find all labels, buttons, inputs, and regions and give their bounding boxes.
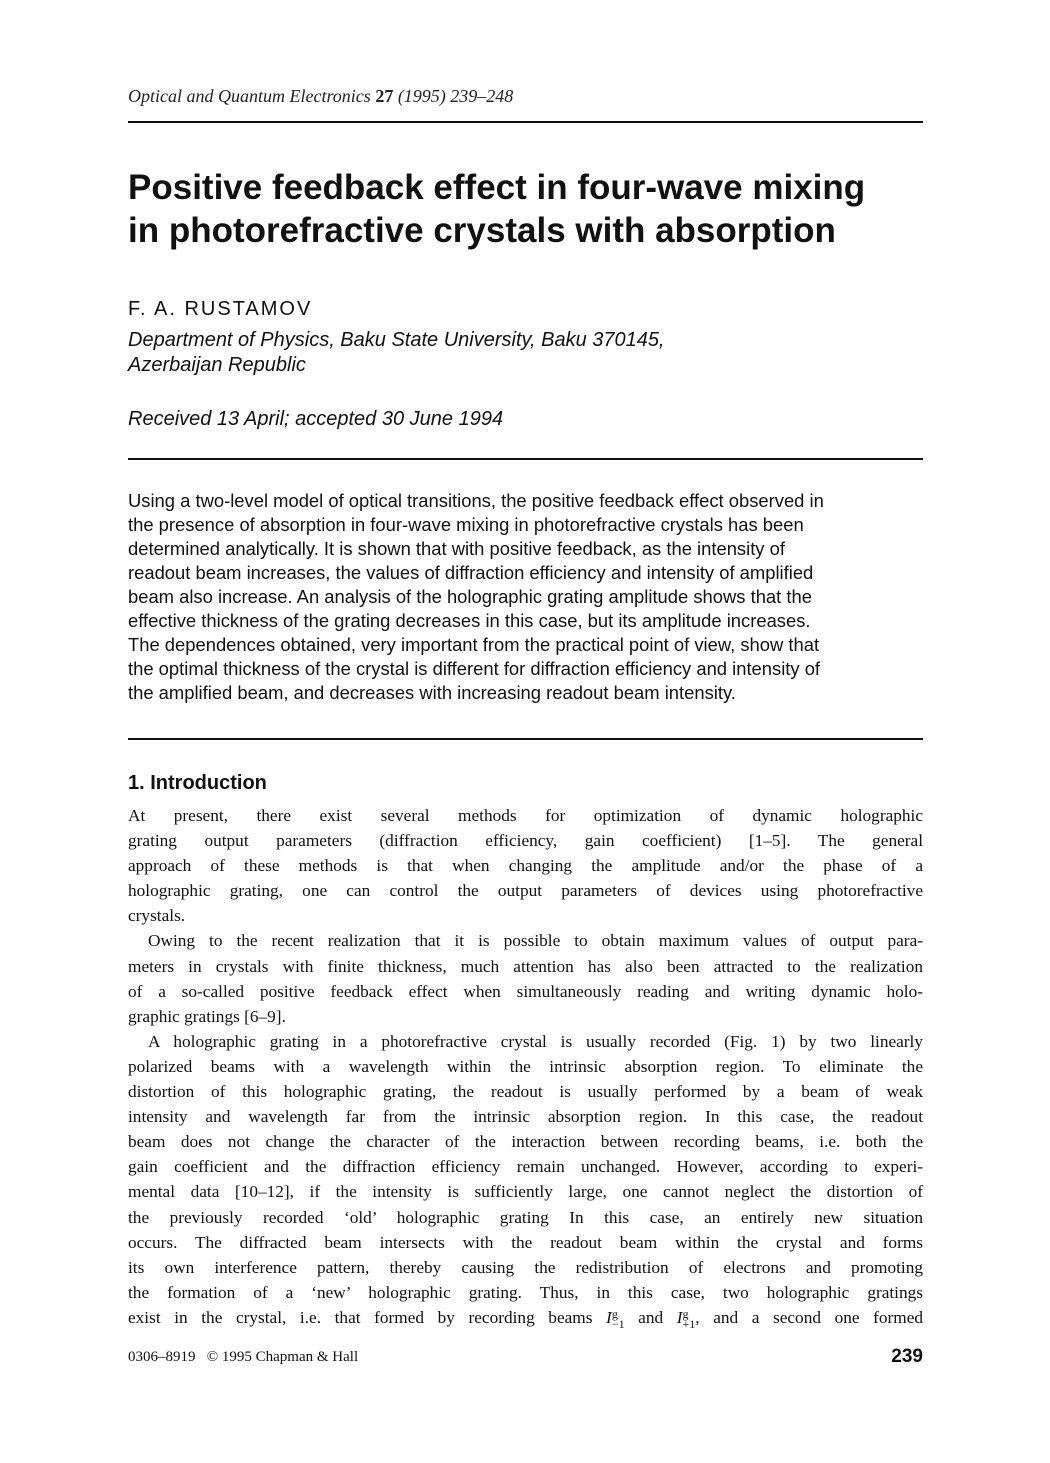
abstract-line: readout beam increases, the values of diffraction efficiency and intensity of amplified bbox=[128, 562, 814, 583]
author-affiliation bbox=[128, 328, 665, 378]
copyright-notice: © 1995 Chapman & Hall bbox=[206, 1349, 359, 1365]
abstract-top-rule bbox=[128, 458, 923, 460]
abstract-line: Using a two-level model of optical transitions, the positive feedback effect observed in bbox=[128, 490, 824, 511]
journal-year-pages: (1995) 239–248 bbox=[397, 86, 514, 106]
body-line: of a so-called positive feedback effect when simultaneously reading and writing dynamic holo- bbox=[128, 981, 923, 1001]
body-line: the previously recorded ‘old’ holographic grating In this case, an entirely new situation bbox=[128, 1207, 923, 1227]
superscript: g bbox=[611, 1306, 618, 1321]
title-line: in photorefractive crystals with absorption bbox=[128, 211, 836, 250]
section-heading: 1. Introduction bbox=[128, 772, 267, 794]
body-line: occurs. The diffracted beam intersects with the readout beam within the crystal and forms bbox=[128, 1232, 923, 1252]
body-text bbox=[128, 803, 923, 1330]
abstract-line: the optimal thickness of the crystal is different for diffraction efficiency and intensity of bbox=[128, 658, 821, 679]
author-name: F. A. RUSTAMOV bbox=[128, 298, 313, 320]
body-text-fragment: and bbox=[624, 1307, 677, 1327]
body-line: crystals. bbox=[128, 906, 186, 926]
subscript: −1 bbox=[611, 1316, 625, 1331]
body-line: grating output parameters (diffraction efficiency, gain coefficient) [1–5]. The general bbox=[128, 831, 923, 851]
body-line: gain coefficient and the diffraction efficiency remain unchanged. However, according to experi- bbox=[128, 1157, 923, 1177]
abstract-line: beam also increase. An analysis of the holographic grating amplitude shows that the bbox=[128, 586, 812, 607]
abstract bbox=[128, 489, 923, 705]
journal-header bbox=[128, 86, 513, 107]
journal-name: Optical and Quantum Electronics bbox=[128, 86, 371, 106]
body-text-fragment: exist in the crystal, i.e. that formed by recording beams bbox=[128, 1307, 607, 1327]
header-rule bbox=[128, 121, 923, 123]
paper-title bbox=[128, 166, 923, 252]
intensity-symbol: I bbox=[676, 1307, 683, 1327]
intensity-symbol: I bbox=[606, 1307, 612, 1327]
body-line: approach of these methods is that when changing the amplitude and/or the phase of a bbox=[128, 856, 923, 876]
affiliation-line: Azerbaijan Republic bbox=[128, 354, 306, 376]
body-line: mental data [10–12], if the intensity is sufficiently large, one cannot neglect the distortion of bbox=[128, 1182, 923, 1202]
superscript: g bbox=[682, 1306, 689, 1321]
body-line: polarized beams with a wavelength within the intrinsic absorption region. To eliminate the bbox=[128, 1056, 923, 1076]
body-line: distortion of this holographic grating, the readout is usually performed by a beam of weak bbox=[128, 1082, 923, 1102]
body-line: Owing to the recent realization that it is possible to obtain maximum values of output para- bbox=[148, 931, 923, 951]
body-text-fragment: , and a second one formed bbox=[695, 1307, 924, 1327]
issn-code: 0306–8919 bbox=[128, 1349, 196, 1365]
subscript: +1 bbox=[682, 1316, 696, 1331]
journal-volume: 27 bbox=[375, 86, 394, 106]
abstract-line: determined analytically. It is shown that with positive feedback, as the intensity of bbox=[128, 538, 785, 559]
received-dates: Received 13 April; accepted 30 June 1994 bbox=[128, 408, 504, 430]
footer-code bbox=[128, 1349, 358, 1366]
body-line: its own interference pattern, thereby causing the redistribution of electrons and promoting bbox=[128, 1257, 923, 1277]
body-line: beam does not change the character of the interaction between recording beams, i.e. both the bbox=[128, 1132, 923, 1152]
abstract-line: the amplified beam, and decreases with increasing readout beam intensity. bbox=[128, 682, 736, 703]
affiliation-line: Department of Physics, Baku State University, Baku 370145, bbox=[128, 329, 665, 351]
page-number: 239 bbox=[891, 1346, 923, 1367]
body-line: intensity and wavelength far from the intrinsic absorption region. In this case, the readout bbox=[128, 1107, 923, 1127]
body-line-with-math bbox=[128, 1305, 923, 1330]
body-line: graphic gratings [6–9]. bbox=[128, 1006, 286, 1026]
body-line: the formation of a ‘new’ holographic grating. Thus, in this case, two holographic gratings bbox=[128, 1282, 923, 1302]
body-line: A holographic grating in a photorefractive crystal is usually recorded (Fig. 1) by two linearly bbox=[148, 1031, 923, 1051]
body-line: holographic grating, one can control the output parameters of devices using photorefractive bbox=[128, 881, 923, 901]
abstract-bottom-rule bbox=[128, 738, 923, 740]
body-line: meters in crystals with finite thickness, much attention has also been attracted to the realization bbox=[128, 956, 923, 976]
abstract-line: The dependences obtained, very important from the practical point of view, show that bbox=[128, 634, 820, 655]
title-line: Positive feedback effect in four-wave mixing bbox=[128, 168, 866, 207]
body-line: At present, there exist several methods for optimization of dynamic holographic bbox=[128, 806, 923, 825]
abstract-line: effective thickness of the grating decreases in this case, but its amplitude increases. bbox=[128, 610, 811, 631]
abstract-line: the presence of absorption in four-wave mixing in photorefractive crystals has been bbox=[128, 514, 804, 535]
